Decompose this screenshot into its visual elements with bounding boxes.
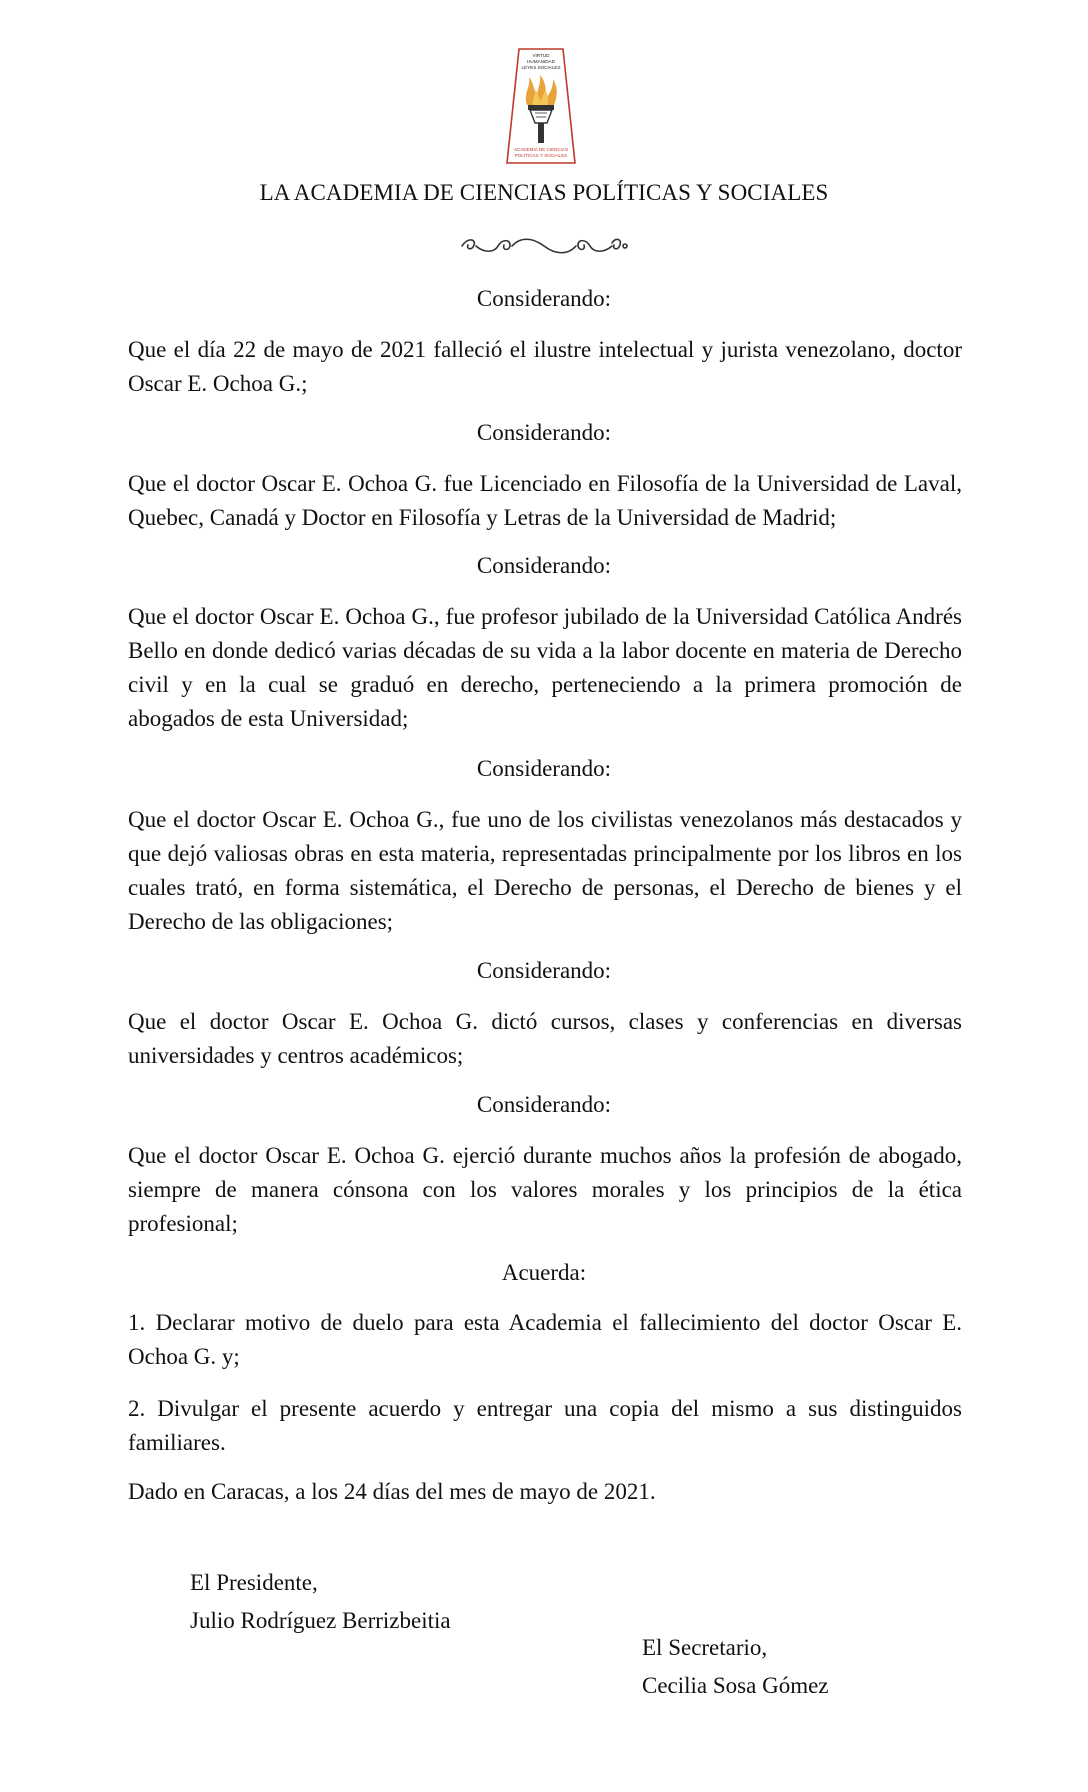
considerando-text-5: Que el doctor Oscar E. Ochoa G. dictó cursos, clases y conferencias en diversas universidades y centros académicos; — [128, 1009, 962, 1068]
considerando-heading-4: Considerando: — [476, 756, 612, 781]
president-name: Julio Rodríguez Berrizbeitia — [190, 1608, 451, 1633]
considerando-heading-3: Considerando: — [476, 553, 612, 578]
logo-bottom-line-1: ACADEMIA DE CIENCIAS — [513, 147, 569, 152]
considerando-text-3: Que el doctor Oscar E. Ochoa G., fue profesor jubilado de la Universidad Católica Andrés Bello en donde dedicó varias décadas de su vida a la labor docente en materia de Derecho civil y en la cual se graduó en derecho, perteneciendo a la primera promoción de abogados de esta Universidad; — [128, 604, 962, 731]
considerando-heading-1: Considerando: — [476, 286, 612, 311]
acuerda-item-1: 1. Declarar motivo de duelo para esta Academia el fallecimiento del doctor Oscar E. Ochoa G. y; — [128, 1310, 962, 1369]
logo-bottom-line-2: POLÍTICAS Y SOCIALES — [514, 153, 568, 158]
torch-icon — [528, 105, 554, 110]
considerando-heading-6: Considerando: — [476, 1092, 612, 1117]
considerando-text-2: Que el doctor Oscar E. Ochoa G. fue Licenciado en Filosofía de la Universidad de Laval, Quebec, Canadá y Doctor en Filosofía y Letras de la Universidad de Madrid; — [128, 471, 962, 530]
considerando-text-1: Que el día 22 de mayo de 2021 falleció el ilustre intelectual y jurista venezolano, doctor Oscar E. Ochoa G.; — [128, 337, 962, 396]
dado-en-caracas: Dado en Caracas, a los 24 días del mes de mayo de 2021. — [128, 1479, 656, 1504]
considerando-heading-2: Considerando: — [476, 420, 612, 445]
logo-top-line-3: LEYES SOCIALES — [521, 65, 561, 70]
considerando-text-6: Que el doctor Oscar E. Ochoa G. ejerció durante muchos años la profesión de abogado, siempre de manera cónsona con los valores morales y los principios de la ética profesional; — [128, 1143, 962, 1236]
secretary-signature — [642, 1629, 829, 1705]
academy-logo-icon — [505, 47, 577, 165]
considerando-text-4: Que el doctor Oscar E. Ochoa G., fue uno de los civilistas venezolanos más destacados y que dejó valiosas obras en esta materia, representadas principalmente por los libros en los cuales trató, en forma sistemática, el Derecho de personas, el Derecho de bienes y el Derecho de las obligaciones; — [128, 807, 962, 934]
logo-top-line-1: VIRTUD — [532, 53, 550, 58]
secretary-name: Cecilia Sosa Gómez — [642, 1673, 829, 1698]
acuerda-heading: Acuerda: — [501, 1260, 587, 1285]
considerando-heading-5: Considerando: — [476, 958, 612, 983]
acuerda-item-2: 2. Divulgar el presente acuerdo y entregar una copia del mismo a sus distinguidos familiares. — [128, 1396, 962, 1455]
president-signature — [190, 1564, 451, 1640]
secretary-role: El Secretario, — [642, 1635, 768, 1660]
ornament-divider-icon — [458, 233, 630, 259]
president-role: El Presidente, — [190, 1570, 318, 1595]
logo-top-line-2: HUMANIDAD — [527, 59, 555, 64]
document-title: LA ACADEMIA DE CIENCIAS POLÍTICAS Y SOCIALES — [259, 180, 829, 205]
